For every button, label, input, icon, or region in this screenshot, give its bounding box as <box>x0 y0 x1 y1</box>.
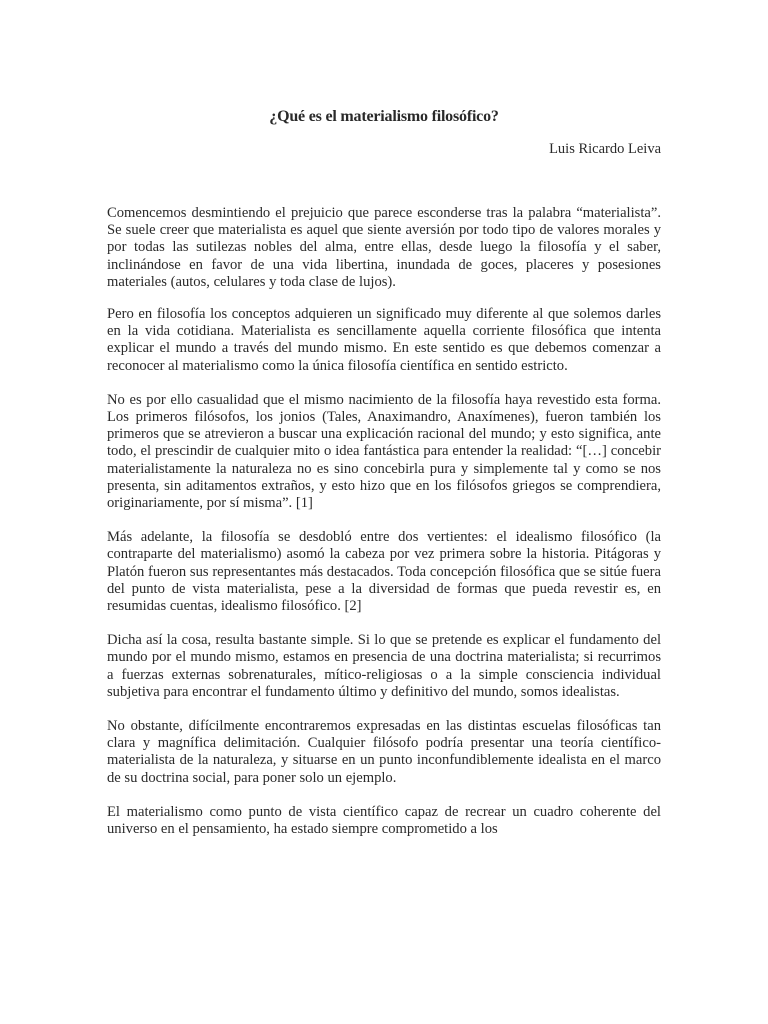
paragraph: Dicha así la cosa, resulta bastante simple. Si lo que se pretende es explicar el fundamento del mundo por el mundo mismo, estamos en presencia de una doctrina materialista; si recurrimos a fuerzas externas sobrenaturales, mítico-religiosas o a la simple consciencia individual subjetiva para encontrar el fundamento último y definitivo del mundo, somos idealistas. <box>107 632 661 700</box>
author-name: Luis Ricardo Leiva <box>549 141 661 157</box>
paragraph: Más adelante, la filosofía se desdobló entre dos vertientes: el idealismo filosófico (la contraparte del materialismo) asomó la cabeza por vez primera sobre la historia. Pitágoras y Platón fueron sus representantes más destacados. Toda concepción filosófica que se sitúe fuera del punto de vista materialista, pese a la diversidad de formas que pueda revestir es, en resumidas cuentas, idealismo filosófico. [2] <box>107 529 661 615</box>
paragraph: No es por ello casualidad que el mismo nacimiento de la filosofía haya revestido esta forma. Los primeros filósofos, los jonios (Tales, Anaximandro, Anaxímenes), fueron también los primeros que se atrevieron a buscar una explicación racional del mundo; y esto significa, ante todo, el prescindir de cualquier mito o idea fantástica para entender la realidad: “[…] concebir materialistamente la naturaleza no es sino concebirla pura y simplemente tal y como se nos presenta, sin aditamentos extraños, y esto hizo que en los filósofos griegos se comprendiera, originariamente, por sí misma”. [1] <box>107 391 661 512</box>
document-body <box>107 205 661 838</box>
document-title: ¿Qué es el materialismo filosófico? <box>269 108 499 125</box>
document-page <box>107 0 661 1024</box>
paragraph: El materialismo como punto de vista científico capaz de recrear un cuadro coherente del universo en el pensamiento, ha estado siempre comprometido a los <box>107 803 661 838</box>
paragraph: No obstante, difícilmente encontraremos expresadas en las distintas escuelas filosóficas tan clara y magnífica delimitación. Cualquier filósofo podría presentar una teoría científico-materialista de la naturaleza, y situarse en un punto inconfundiblemente idealista en el marco de su doctrina social, para poner solo un ejemplo. <box>107 718 661 786</box>
paragraph: Comencemos desmintiendo el prejuicio que parece esconderse tras la palabra “materialista”. Se suele creer que materialista es aquel que siente aversión por todo tipo de valores morales y por todas las sutilezas nobles del alma, entre ellas, desde luego la filosofía y el saber, inclinándose en favor de una vida libertina, inundada de goces, placeres y posesiones materiales (autos, celulares y toda clase de lujos). <box>107 205 661 290</box>
paragraph: Pero en filosofía los conceptos adquieren un significado muy diferente al que solemos darles en la vida cotidiana. Materialista es sencillamente aquella corriente filosófica que intenta explicar el mundo a través del mundo mismo. En este sentido es que debemos comenzar a reconocer al materialismo como la única filosofía científica en sentido estricto. <box>107 306 661 374</box>
